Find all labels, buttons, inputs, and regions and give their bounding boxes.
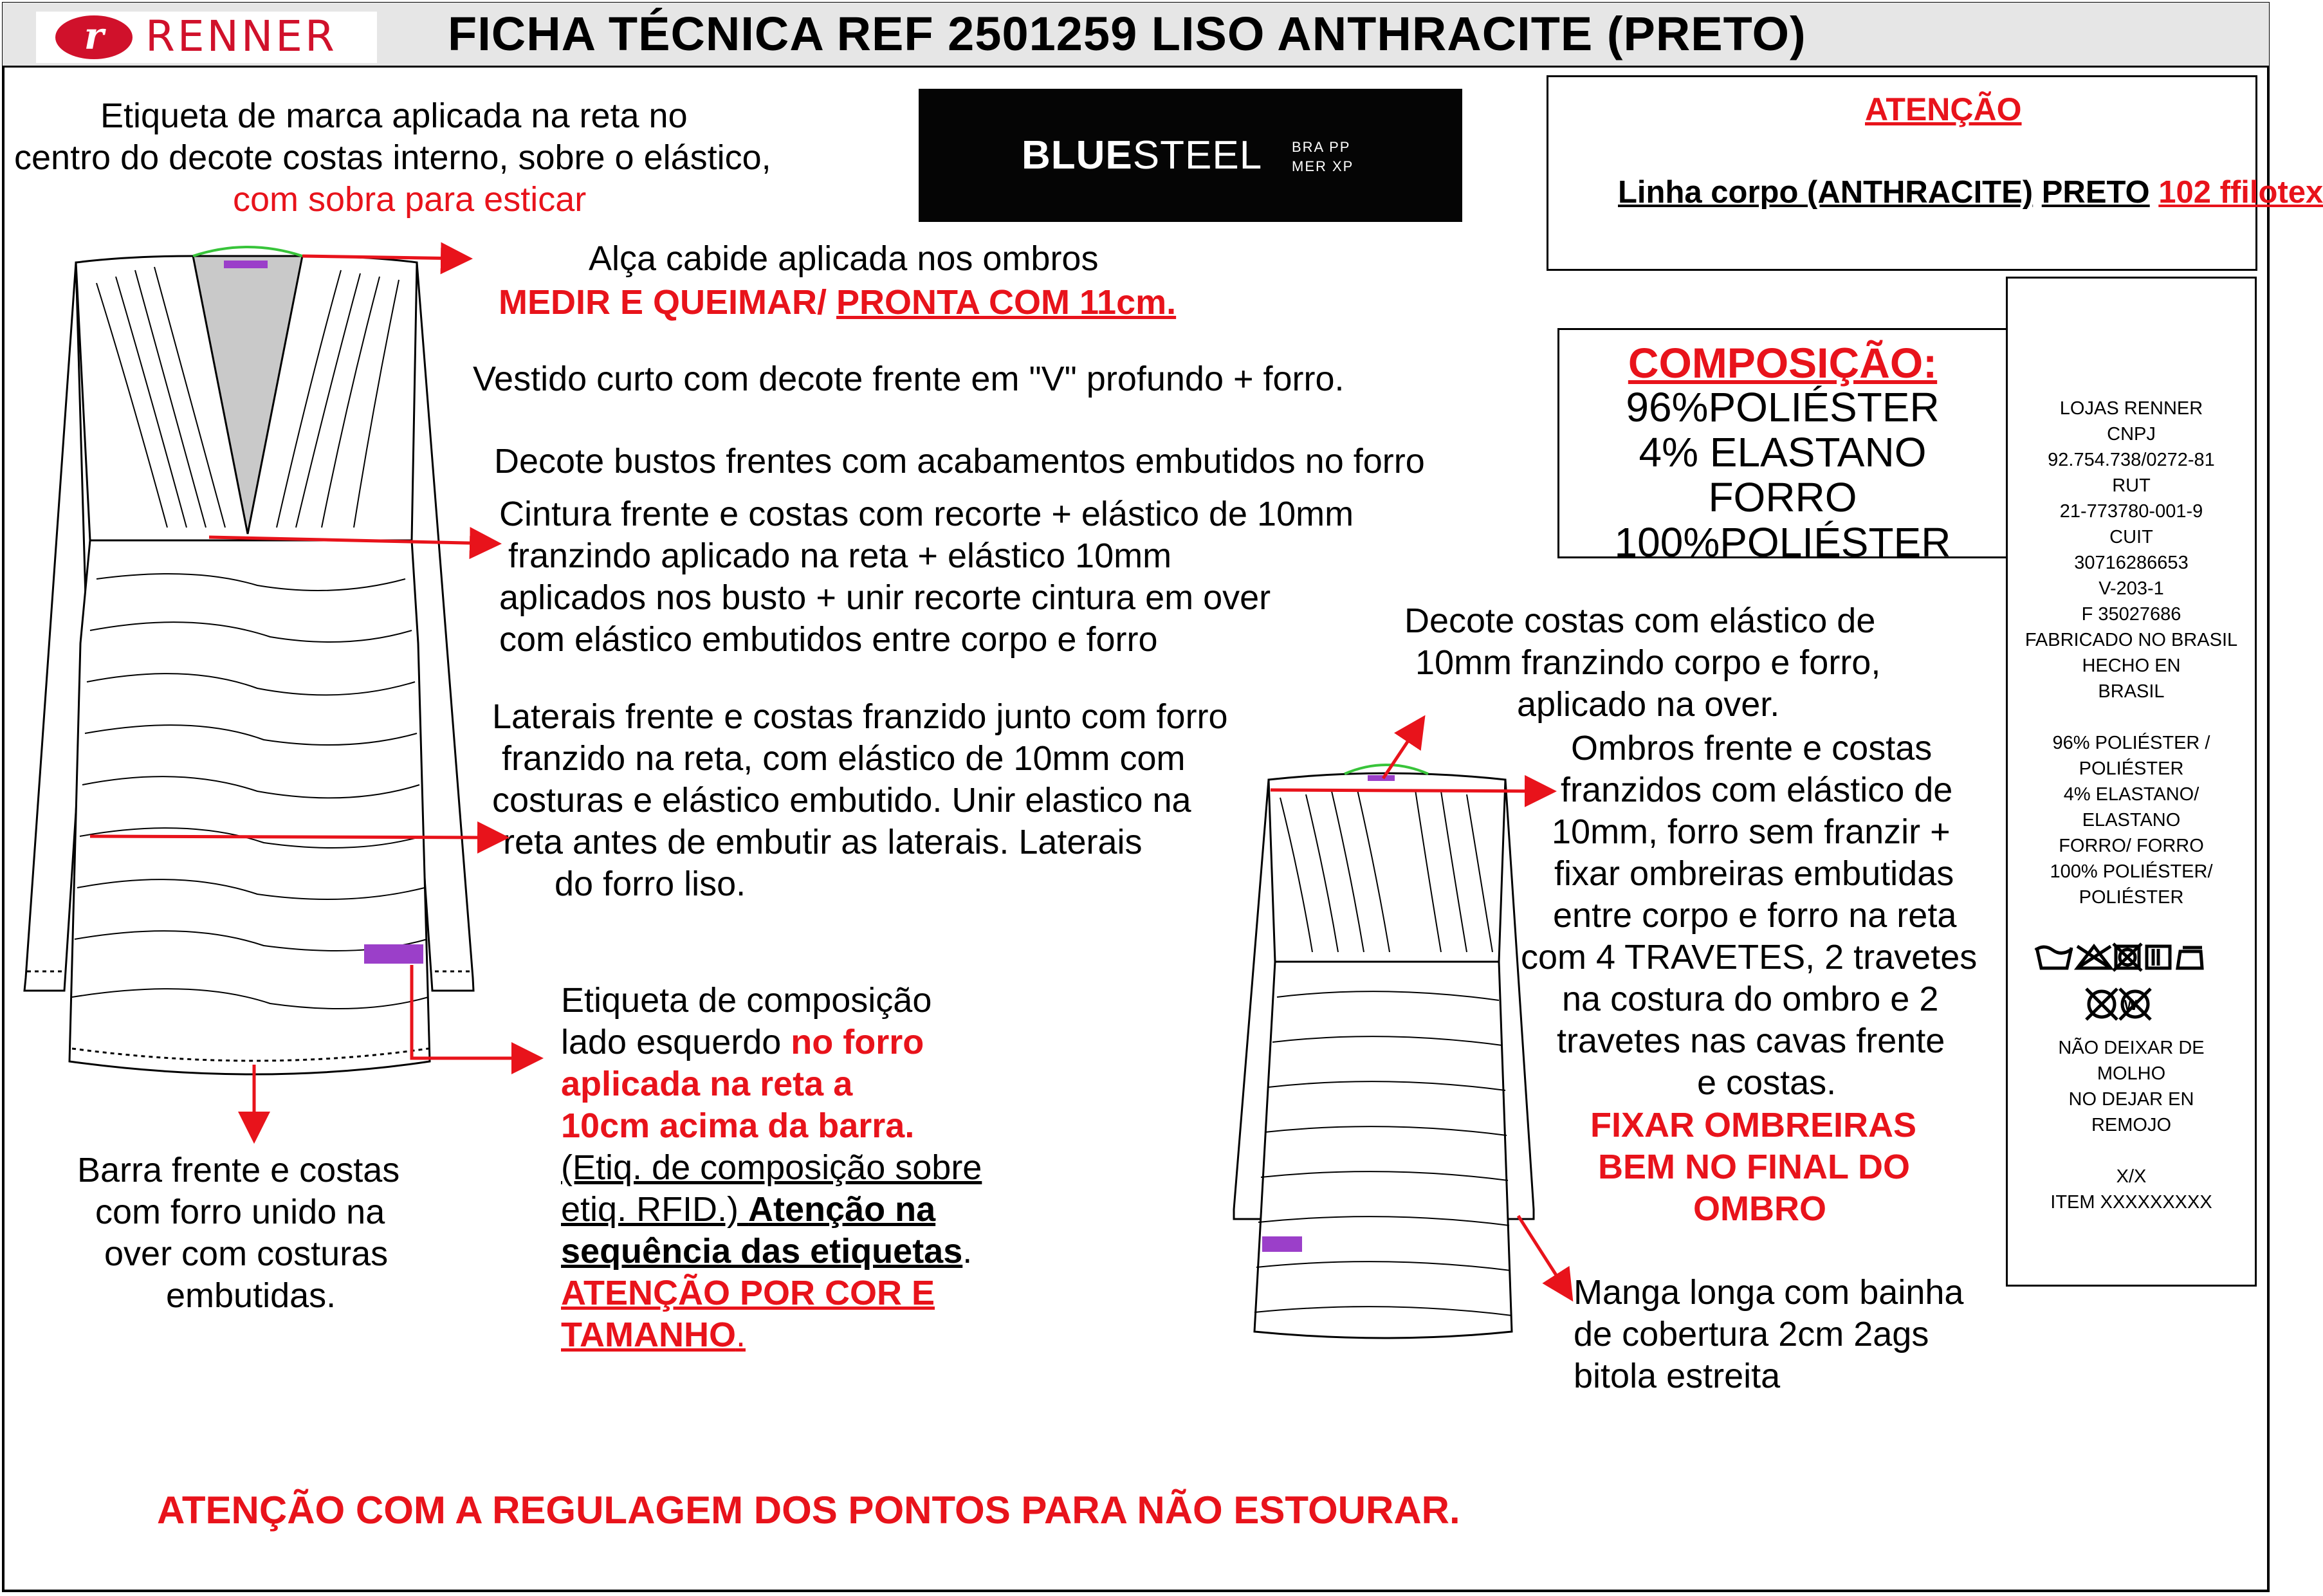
- composition-heading: COMPOSIÇÃO:: [1628, 339, 1938, 387]
- comp-label-note-lining: no forro: [791, 1023, 924, 1061]
- fiber-line: 4% ELASTANO/: [2063, 784, 2199, 805]
- brand-label-name-thin: STEEL: [1132, 133, 1263, 178]
- soak-line: NÃO DEIXAR DE: [2058, 1038, 2205, 1058]
- comp-label-note-line3: aplicada na reta a: [561, 1065, 853, 1103]
- care-line: BRASIL: [2098, 681, 2165, 702]
- waist-note-line3: aplicados nos busto + unir recorte cintura em over: [499, 578, 1271, 617]
- comp-label-note-line1: Etiqueta de composição: [561, 981, 932, 1020]
- label-note-line2: centro do decote costas interno, sobre o elástico,: [14, 138, 771, 177]
- back-neck-note-line3: aplicado na over.: [1517, 685, 1780, 724]
- comp-label-note-line5: (Etiq. de composição sobre: [561, 1148, 982, 1187]
- care-size: X/X: [2116, 1166, 2147, 1187]
- brand-label-size-mer: MER XP: [1292, 158, 1354, 174]
- brand-label-marker: [224, 261, 268, 268]
- fiber-line: 96% POLIÉSTER /: [2052, 733, 2210, 753]
- composition-line3: FORRO: [1708, 474, 1857, 520]
- shoulders-note-line4: fixar ombreiras embutidas: [1554, 854, 1954, 893]
- sides-note-line4: reta antes de embutir as laterais. Laterais: [503, 823, 1143, 861]
- comp-label-note-line8: ATENÇÃO POR COR E: [561, 1274, 935, 1312]
- waist-note-line2: franzindo aplicado na reta + elástico 10mm: [508, 537, 1172, 575]
- waist-note-line4: com elástico embutidos entre corpo e forro: [499, 620, 1158, 659]
- svg-text:W: W: [2124, 997, 2138, 1013]
- sleeve-note-line3: bitola estreita: [1574, 1357, 1781, 1395]
- shoulders-note-line9: e costas.: [1697, 1063, 1837, 1102]
- back-neck-note-line2: 10mm franzindo corpo e forro,: [1415, 643, 1881, 682]
- back-composition-label-marker: [1262, 1236, 1302, 1252]
- composition-label-marker: [364, 944, 423, 964]
- care-line: FABRICADO NO BRASIL: [2025, 630, 2238, 650]
- shoulders-note-line3: 10mm, forro sem franzir +: [1552, 812, 1951, 851]
- care-line: LOJAS RENNER: [2059, 398, 2203, 419]
- care-line: CNPJ: [2107, 424, 2156, 445]
- shoulders-note-line1: Ombros frente e costas: [1571, 729, 1933, 767]
- attention-heading: ATENÇÃO: [1865, 91, 2022, 127]
- hanger-note-ready: PRONTA COM 11cm.: [836, 283, 1177, 322]
- shoulders-note-line5: entre corpo e forro na reta: [1553, 896, 1957, 935]
- thread-spec-part3: 102 ffilotex: [2158, 175, 2323, 210]
- hem-note-line2: com forro unido na: [95, 1193, 385, 1231]
- comp-label-note-rfid: etiq. RFID.): [561, 1190, 749, 1229]
- thread-spec-part2: PRETO: [2041, 175, 2150, 210]
- bust-note: Decote bustos frentes com acabamentos embutidos no forro: [494, 442, 1425, 481]
- shoulders-warn-line2: BEM NO FINAL DO: [1598, 1148, 1910, 1186]
- shoulders-note-line6: com 4 TRAVETES, 2 travetes: [1521, 938, 1978, 977]
- shoulders-warn-line3: OMBRO: [1693, 1189, 1826, 1228]
- sides-note-line3: costuras e elástico embutido. Unir elastico na: [492, 781, 1191, 820]
- comp-label-note-period: .: [962, 1232, 973, 1270]
- soak-line: REMOJO: [2091, 1115, 2172, 1135]
- shoulders-warn-line1: FIXAR OMBREIRAS: [1590, 1106, 1917, 1144]
- comp-label-note-attention: Atenção na: [748, 1190, 936, 1229]
- care-item: ITEM XXXXXXXXX: [2050, 1192, 2212, 1213]
- fiber-line: FORRO/ FORRO: [2059, 836, 2204, 856]
- back-brand-label-marker: [1368, 775, 1395, 781]
- care-line: RUT: [2112, 475, 2151, 496]
- dress-note: Vestido curto com decote frente em "V" profundo + forro.: [473, 360, 1345, 398]
- care-line: CUIT: [2109, 527, 2153, 547]
- footer-warning: ATENÇÃO COM A REGULAGEM DOS PONTOS PARA NÃO ESTOURAR.: [157, 1489, 1460, 1532]
- sleeve-note-line1: Manga longa com bainha: [1574, 1273, 1964, 1312]
- care-line: HECHO EN: [2082, 656, 2181, 676]
- fiber-line: POLIÉSTER: [2079, 758, 2184, 779]
- hem-note-line4: embutidas.: [166, 1276, 336, 1315]
- hanger-note-measure: MEDIR E QUEIMAR/: [499, 283, 837, 322]
- fiber-line: 100% POLIÉSTER/: [2050, 861, 2213, 882]
- renner-logo-text: RENNER: [145, 12, 337, 61]
- label-note-line1: Etiqueta de marca aplicada na reta no: [100, 96, 688, 135]
- fiber-line: POLIÉSTER: [2079, 887, 2184, 908]
- sides-note-line2: franzido na reta, com elástico de 10mm com: [502, 739, 1186, 778]
- care-line: F 35027686: [2081, 604, 2181, 625]
- shoulders-note-line7: na costura do ombro e 2: [1562, 980, 1939, 1018]
- brand-label-name-bold: BLUE: [1022, 133, 1133, 178]
- soak-line: MOLHO: [2097, 1063, 2166, 1084]
- comp-label-note-end: .: [735, 1316, 746, 1354]
- care-line: 92.754.738/0272-81: [2048, 450, 2215, 470]
- waist-note-line1: Cintura frente e costas com recorte + elástico de 10mm: [499, 495, 1354, 533]
- brand-label-size-bra: BRA PP: [1292, 139, 1351, 155]
- composition-line1: 96%POLIÉSTER: [1626, 384, 1940, 430]
- fiber-line: ELASTANO: [2082, 810, 2181, 830]
- soak-line: NO DEJAR EN: [2068, 1089, 2194, 1110]
- thread-spec-part1: Linha corpo (ANTHRACITE): [1618, 175, 2034, 210]
- care-line: 21-773780-001-9: [2059, 501, 2203, 522]
- sides-note-line1: Laterais frente e costas franzido junto com forro: [492, 697, 1228, 736]
- label-note-line3: com sobra para esticar: [233, 180, 587, 219]
- shoulders-note-line8: travetes nas cavas frente: [1557, 1022, 1945, 1060]
- hem-note-line1: Barra frente e costas: [77, 1151, 400, 1189]
- comp-label-note-sequence: sequência das etiquetas: [561, 1232, 963, 1270]
- sides-note-line5: do forro liso.: [555, 865, 746, 903]
- hanger-note-line1: Alça cabide aplicada nos ombros: [589, 239, 1099, 278]
- care-line: V-203-1: [2098, 578, 2164, 599]
- composition-line4: 100%POLIÉSTER: [1614, 519, 1951, 565]
- comp-label-note-line4: 10cm acima da barra.: [561, 1106, 915, 1145]
- renner-logo-mark: r: [55, 15, 133, 59]
- hem-note-line3: over com costuras: [104, 1234, 389, 1273]
- comp-label-note-side: lado esquerdo: [561, 1023, 791, 1061]
- back-dress-sketch: [1234, 765, 1534, 1338]
- back-neck-note-line1: Decote costas com elástico de: [1404, 601, 1876, 640]
- sleeve-note-line2: de cobertura 2cm 2ags: [1574, 1315, 1929, 1353]
- page-title: FICHA TÉCNICA REF 2501259 LISO ANTHRACITE (PRETO): [448, 7, 1806, 60]
- care-line: 30716286653: [2074, 553, 2189, 573]
- composition-line2: 4% ELASTANO: [1639, 429, 1927, 475]
- shoulders-note-line2: franzidos com elástico de: [1561, 771, 1953, 809]
- comp-label-note-size: TAMANHO: [561, 1316, 736, 1354]
